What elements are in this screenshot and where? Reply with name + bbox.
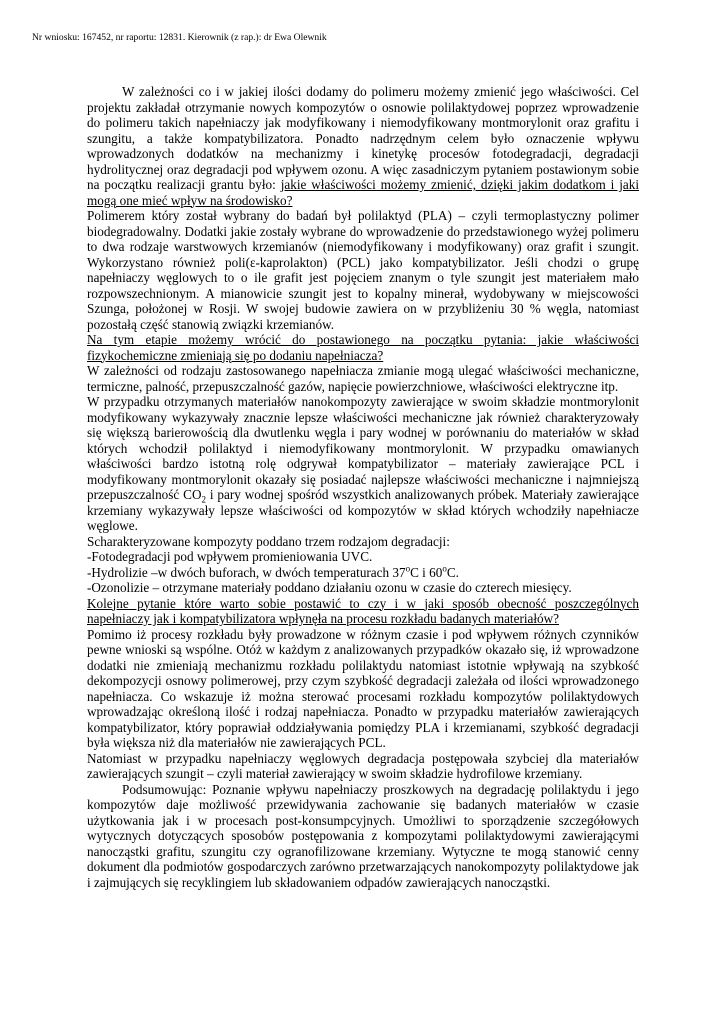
materials-paragraph: Polimerem który został wybrany do badań był polilaktyd (PLA) – czyli termoplastyczny polimer biodegradowalny. Dodatki jakie zostały wybrane do wprowadzenie do przedstawionego wyżej polimeru to dwa rodzaje warstwowych krzemianów (niemodyfikowany i modyfikowany) oraz grafit i szungit. Wykorzystano również poli(ε-kaprolakton) (PCL) jako kompatybilizator. Jeśli chodzi o grupę napełniaczy węglowych to o ile grafit jest pojęciem znanym o tyle szungit jest materiałem mało rozpowszechnionym. A mianowicie szungit jest to kopalny minerał, wydobywany w miejscowości Szunga, położonej w Rosji. W swojej budowie zawiera on w przybliżeniu 30 % węgla, natomiast pozostałą część stanowią związki krzemianów. xyxy=(87,208,639,332)
question-properties: Na tym etapie możemy wrócić do postawionego na początku pytania: jakie właściwości fizykochemiczne zmieniają się po dodaniu napełniacza? xyxy=(87,332,639,363)
degradation-item-photo: -Fotodegradacji pod wpływem promieniowania UVC. xyxy=(87,549,373,564)
hydrolysis-text-mid: C i 60 xyxy=(410,564,443,580)
intro-paragraph xyxy=(87,84,639,208)
report-body xyxy=(87,84,639,890)
hydrolysis-text-end: C. xyxy=(446,564,459,580)
report-header: Nr wniosku: 167452, nr raportu: 12831. Kierownik (z rap.): dr Ewa Olewnik xyxy=(32,32,327,43)
degree-symbol-1: o xyxy=(405,563,411,574)
results-text-start: W przypadku otrzymanych materiałów nanokompozyty zawierające w swoim składzie montmorylonit modyfikowany wykazywały znacznie lepsze właściwości mechaniczne jak również charakteryzowały się większą barierowością dla dwutlenku węgla i pary wodnej w porównaniu do materiałów w skład których wchodził polilaktyd i niemodyfikowany montmorylonit. W przypadku omawianych właściwości bardzo istotną rolę odgrywał kompatybilizator – materiały zawierające PCL i modyfikowany montmorylonit okazały się posiadać najlepsze właściwości mechaniczne i najmniejszą przepuszczalność CO xyxy=(87,394,639,502)
degree-symbol-2: o xyxy=(442,563,447,574)
degradation-item-ozone: -Ozonolizie – otrzymane materiały poddano działaniu ozonu w czasie do czterech miesięcy. xyxy=(87,580,572,595)
degradation-intro: Scharakteryzowane kompozyty poddano trzem rodzajom degradacji: xyxy=(87,533,450,549)
carbon-fillers-paragraph: Natomiast w przypadku napełniaczy węglowych degradacja postępowała szybciej dla materiałów zawierających szungit – czyli materiał zawierający w swoim składzie hydrofilowe krzemiany. xyxy=(87,750,639,781)
co2-subscript: 2 xyxy=(201,494,206,505)
intro-question: jakie właściwości możemy zmienić, dzięki jakim dodatkom i jaki mogą one mieć wpływ na środowisko? xyxy=(87,177,639,208)
intro-text: W zależności co i w jakiej ilości dodamy do polimeru możemy zmienić jego właściwości. Cel projektu zakładał otrzymanie nowych kompozytów o osnowie polilaktydowej poprzez wprowadzenie do polimeru takich napełniaczy jak modyfikowany i niemodyfikowany montmorylonit oraz grafitu i szungitu, a także kompatybilizatora. Ponadto nadrzędnym celem było oznaczenie wpływu wprowadzonych dodatków na mechanizmy i kinetykę procesów fotodegradacji, degradacji hydrolitycznej oraz degradacji pod wpływem ozonu. A więc zasadniczym pytaniem postawionym sobie na początku realizacji grantu było: xyxy=(87,84,639,192)
degradation-results-paragraph: Pomimo iż procesy rozkładu były prowadzone w różnym czasie i pod wpływem różnych czynników pewne wnioski są wspólne. Otóż w każdym z analizowanych przypadków okazało się, iż wprowadzone dodatki nie zmieniają mechanizmu rozkładu polilaktydu natomiast istotnie wpływają na szybkość dekompozycji osnowy polimerowej, przy czym szybkość degradacji zależała od ilości wprowadzonego napełniacza. Co wskazuje iż można sterować procesami rozkładu kompozytów polilaktydowych wprowadzając określoną ilość i rodzaj napełniacza. Ponadto w przypadku materiałów zawierających kompatybilizator, który poprawiał oddziaływania pomiędzy PLA i krzemianami, szybkość degradacji była większa niż dla materiałów nie zawierających PCL. xyxy=(87,626,639,750)
properties-paragraph: W zależności od rodzaju zastosowanego napełniacza zmianie mogą ulegać właściwości mechaniczne, termiczne, palność, przepuszczalność gazów, napięcie powierzchniowe, właściwości elektryczne itp. xyxy=(87,363,639,394)
results-paragraph xyxy=(87,394,639,534)
hydrolysis-text-start: -Hydrolizie –w dwóch buforach, w dwóch temperaturach 37 xyxy=(87,564,406,580)
question-degradation: Kolejne pytanie które warto sobie postawić to czy i w jaki sposób obecność poszczególnych napełniaczy jak i kompatybilizatora wpłynęła na procesu rozkładu badanych materiałów? xyxy=(87,595,639,626)
results-text-end: i pary wodnej spośród wszystkich analizowanych próbek. Materiały zawierające krzemiany wykazywały lepsze właściwości od kompozytów w skład których wchodziły napełniacze węglowe. xyxy=(87,487,639,533)
summary-paragraph: Podsumowując: Poznanie wpływu napełniaczy proszkowych na degradację polilaktydu i jego kompozytów daje możliwość przewidywania zachowanie się badanych materiałów w czasie użytkowania jak i w procesach post-konsumpcyjnych. Umożliwi to sporządzenie szczegółowych wytycznych dotyczących sposobów postępowania z kompozytami polilaktydowymi zawierającymi nanocząstki grafitu, szungitu czy ogranofilizowane krzemiany. Wytyczne te mogą stanowić cenny dokument dla podmiotów gospodarczych zarówno przetwarzających nanokompozyty polilaktydowe jak i zajmujących się recyklingiem lub składowaniem odpadów zawierających nanocząstki. xyxy=(87,781,639,890)
degradation-item-hydrolysis xyxy=(87,565,639,581)
